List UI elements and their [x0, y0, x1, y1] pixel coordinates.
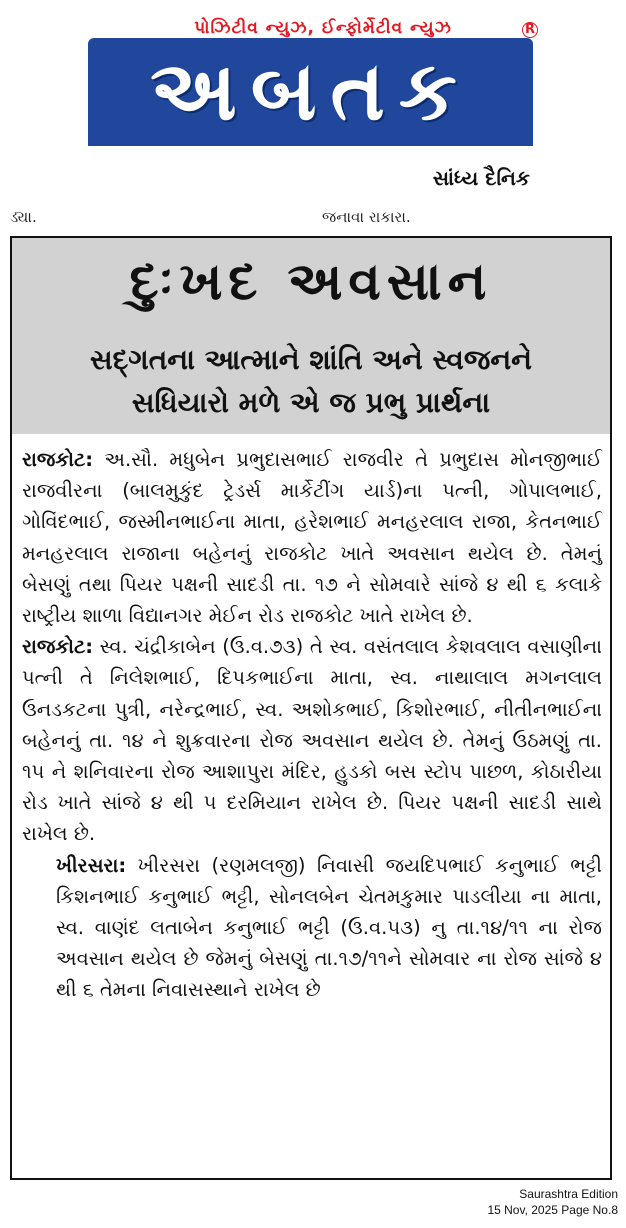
subtitle-line-2: સધિયારો મળે એ જ પ્રભુ પ્રાર્થના — [131, 386, 491, 419]
entry-city: રાજકોટ: — [22, 448, 94, 471]
entry-text: સ્વ. ચંદ્રીકાબેન (ઉ.વ.૭૩) તે સ્વ. વસંતલાલ કેશવલાલ વસાણીના પત્ની તે નિલેશભાઈ, દિપકભાઈના માતા, સ્વ. નાથાલાલ મગનલાલ ઉનડકટના પુત્રી, નરેન્દ્રભાઈ, સ્વ. અશોકભાઈ, કિશોરભાઈ, નીતીનભાઈના બહેનનું તા. ૧૪ ને શુક્રવારના રોજ અવસાન થયેલ છે. તેમનું ઉઠમણું તા. ૧૫ ને શનિવારના રોજ આશાપુરા મંદિર, હુડકો બસ સ્ટોપ પાછળ, કોઠારીયા રોડ ખાતે સાંજે ૪ થી ૫ દરમિયાન રાખેલ છે. પિયર પક્ષની સાદડી સાથે રાખેલ છે. — [22, 635, 602, 846]
cut-text-strip — [0, 212, 626, 234]
entry-city: રાજકોટ: — [22, 635, 94, 659]
obituary-title: દુઃખદ અવસાન — [129, 252, 493, 312]
obituary-header — [12, 238, 610, 434]
obituary-entry — [22, 444, 602, 631]
page-footer — [487, 1186, 618, 1218]
edition-label: સાંધ્ય દૈનિક — [432, 166, 530, 190]
masthead — [0, 0, 626, 210]
obituary-entry — [22, 631, 602, 849]
obituary-box — [10, 236, 612, 1180]
entry-text: ખીરસરા (રણમલજી) નિવાસી જયદિપભાઈ કનુભાઈ ભટ્ટી કિશનભાઈ કનુભાઈ ભટ્ટી, સોનલબેન ચેતમકુમાર પાડલીયા ના માતા, સ્વ. વાણંદ લતાબેન કનુભાઈ ભટ્ટી (ઉ.વ.૫૩) નુ તા.૧૪/૧૧ ના રોજ અવસાન થયેલ છે જેમનું બેસણું તા.૧૭/૧૧ને સોમવાર ના રોજ સાંજે ૪ થી ૬ તેમના નિવાસસ્થાને રાખેલ છે — [56, 853, 602, 1002]
entry-city: ખીરસરા: — [56, 853, 127, 877]
cut-text-left: ડ્યા. — [10, 212, 37, 226]
subtitle-line-1: સદ્ગતના આત્માને શાંતિ અને સ્વજનને — [89, 343, 533, 376]
edition-name: Saurashtra Edition — [519, 1187, 618, 1201]
masthead-tagline: પોઝિટીવ ન્યુઝ, ઈન્ફોર્મેટીવ ન્યુઝ — [194, 18, 452, 38]
newspaper-logo — [88, 38, 533, 146]
obituary-entry — [22, 850, 602, 1006]
obituary-subtitle — [12, 338, 610, 424]
date-page: 15 Nov, 2025 Page No.8 — [487, 1203, 618, 1217]
logo-text: અબતક — [150, 44, 471, 139]
registered-mark: R — [522, 22, 538, 38]
entry-text: અ.સૌ. મધુબેન પ્રભુદાસભાઈ રાજવીર તે પ્રભુદાસ મોનજીભાઈ રાજવીરના (બાલમુકુંદ ટ્રેડર્સ માર્કેટીંગ યાર્ડ)ના પત્ની, ગોપાલભાઈ, ગોવિંદભાઈ, જસ્મીનભાઈના માતા, હરેશભાઈ મનહરલાલ રાજા, કેતનભાઈ મનહરલાલ રાજાના બહેનનું રાજકોટ ખાતે અવસાન થયેલ છે. તેમનું બેસણું તથા પિયર પક્ષની સાદડી તા. ૧૭ ને સોમવારે સાંજે ૪ થી ૬ કલાકે રાષ્ટ્રીય શાળા વિદ્યાનગર મેઈન રોડ રાજકોટ ખાતે રાખેલ છે. — [22, 448, 602, 628]
obituary-body — [22, 444, 602, 1006]
cut-text-right: જનાવા રાકારા. — [322, 212, 411, 226]
